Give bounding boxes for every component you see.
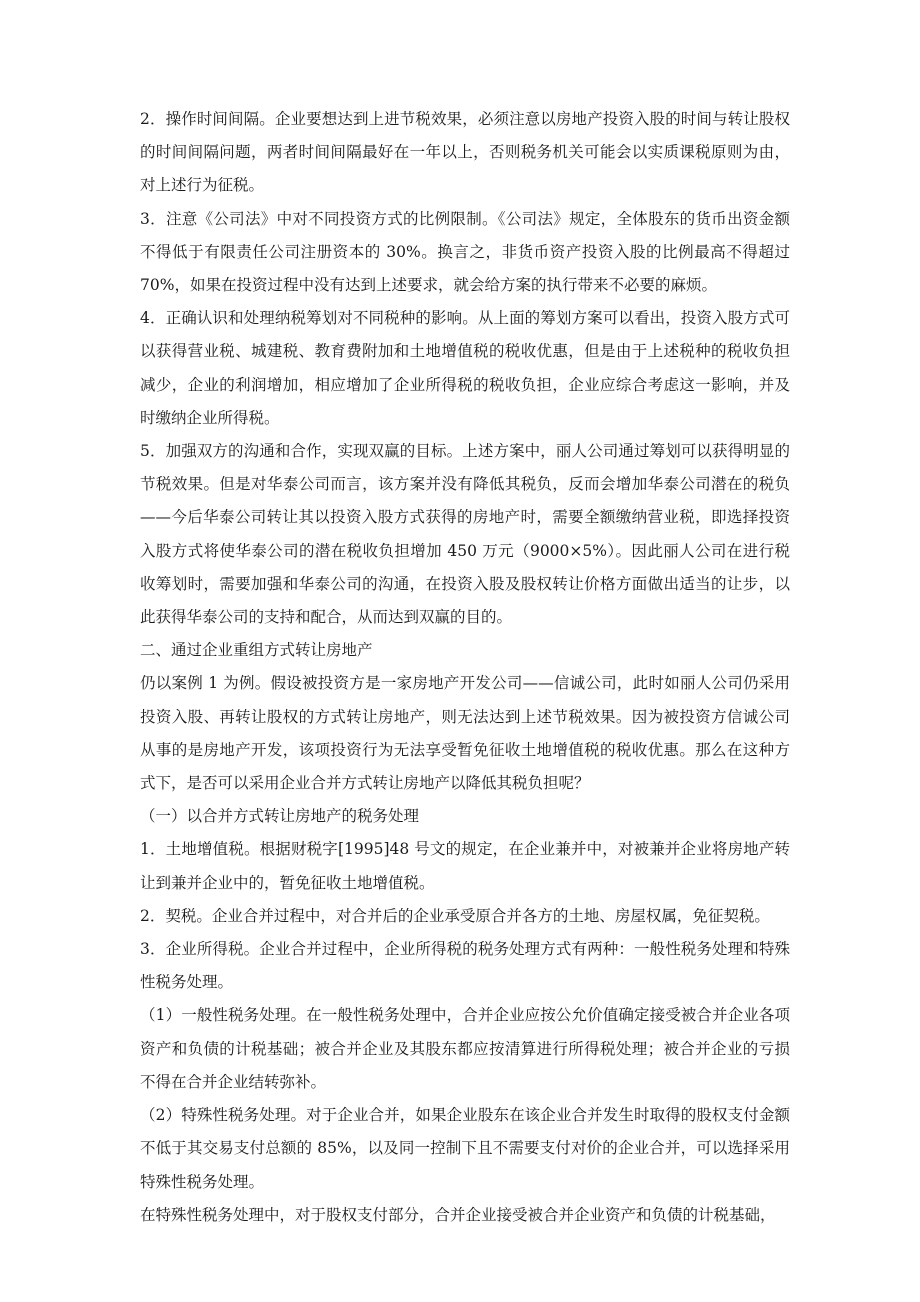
- paragraph-company-law-ratio: 3．注意《公司法》中对不同投资方式的比例限制。《公司法》规定，全体股东的货币出资金额不得低于有限责任公司注册资本的 30%。换言之，非货币资产投资入股的比例最高不得超过 70%，如果在投资过程中没有达到上述要求，就会给方案的执行带来不必要的麻烦。: [140, 209, 790, 295]
- paragraph-special-treatment-detail: 在特殊性税务处理中，对于股权支付部分，合并企业接受被合并企业资产和负债的计税基础，: [140, 1205, 776, 1224]
- paragraph-special-treatment: （2）特殊性税务处理。对于企业合并，如果企业股东在该企业合并发生时取得的股权支付金额不低于其交易支付总额的 85%，以及同一控制下且不需要支付对价的企业合并，可以选择采用特殊性税务处理。: [140, 1106, 790, 1191]
- paragraph-land-value-tax: 1．土地增值税。根据财税字[1995]48 号文的规定，在企业兼并中，对被兼并企业将房地产转让到兼并企业中的，暂免征收土地增值税。: [140, 840, 790, 892]
- subsection-heading-merger-tax: （一）以合并方式转让房地产的税务处理: [140, 807, 420, 826]
- document-body: [140, 103, 790, 1232]
- paragraph-tax-impact: 4．正确认识和处理纳税筹划对不同税种的影响。从上面的筹划方案可以看出，投资入股方式可以获得营业税、城建税、教育费附加和土地增值税的税收优惠，但是由于上述税种的税收负担减少，企业的利润增加，相应增加了企业所得税的税收负担，企业应综合考虑这一影响，并及时缴纳企业所得税。: [140, 309, 790, 427]
- paragraph-communication-cooperation: 5．加强双方的沟通和合作，实现双赢的目标。上述方案中，丽人公司通过筹划可以获得明显的节税效果。但是对华泰公司而言，该方案并没有降低其税负，反而会增加华泰公司潜在的税负——今后华泰公司转让其以投资入股方式获得的房地产时，需要全额缴纳营业税，即选择投资入股方式将使华泰公司的潜在税收负担增加 450 万元（9000×5%）。因此丽人公司在进行税收筹划时，需要加强和华泰公司的沟通，在投资入股及股权转让价格方面做出适当的让步，以此获得华泰公司的支持和配合，从而达到双赢的目的。: [140, 442, 790, 627]
- paragraph-general-treatment: （1）一般性税务处理。在一般性税务处理中，合并企业应按公允价值确定接受被合并企业各项资产和负债的计税基础；被合并企业及其股东都应按清算进行所得税处理；被合并企业的亏损不得在合并企业结转弥补。: [140, 1006, 790, 1091]
- paragraph-deed-tax: 2．契税。企业合并过程中，对合并后的企业承受原合并各方的土地、房屋权属，免征契税。: [140, 906, 770, 925]
- section-heading-restructuring: 二、通过企业重组方式转让房地产: [140, 641, 373, 660]
- paragraph-enterprise-income-tax: 3．企业所得税。企业合并过程中，企业所得税的税务处理方式有两种：一般性税务处理和特殊性税务处理。: [140, 940, 790, 992]
- paragraph-case-example: 仍以案例 1 为例。假设被投资方是一家房地产开发公司——信诚公司，此时如丽人公司仍采用投资入股、再转让股权的方式转让房地产，则无法达到上述节税效果。因为被投资方信诚公司从事的是房地产开发，该项投资行为无法享受暂免征收土地增值税的税收优惠。那么在这种方式下，是否可以采用企业合并方式转让房地产以降低其税负担呢？: [140, 674, 790, 793]
- paragraph-operation-interval: 2．操作时间间隔。企业要想达到上进节税效果，必须注意以房地产投资入股的时间与转让股权的时间间隔问题，两者时间间隔最好在一年以上，否则税务机关可能会以实质课税原则为由，对上述行为征税。: [140, 110, 790, 195]
